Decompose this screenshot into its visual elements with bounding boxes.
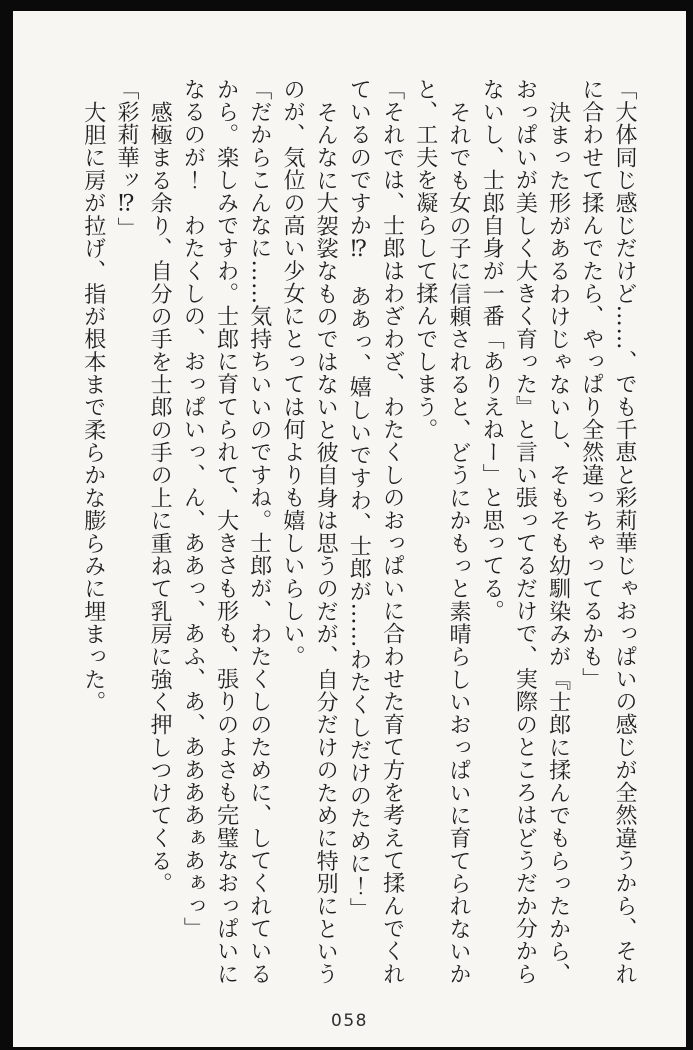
- paragraph: それでも女の子に信頼されると、どうにかもっと素晴らしいおっぱいに育てられないかと、工夫を凝らして揉んでしまう。: [412, 78, 471, 986]
- paragraph: 決まった形があるわけじゃないし、そもそも幼馴染みが『士郎に揉んでもらったから、おっぱいが美しく大きく育った』と言い張ってるだけで、実際のところはどうだか分からないし、士郎自身が一番「ありえねー」と思ってる。: [479, 78, 571, 986]
- book-page: [13, 11, 686, 1047]
- paragraph: 「それでは、士郎はわざわざ、わたくしのおっぱいに合わせた育て方を考えて揉んでくれているのですか⁉ ああっ、嬉しいですわ、士郎が……わたくしだけのために！」: [346, 78, 405, 986]
- paragraph: 「大体同じ感じだけど……、でも千恵と彩莉華じゃおっぱいの感じが全然違うから、それに合わせて揉んでたら、やっぱり全然違っちゃってるかも」: [578, 78, 637, 986]
- paragraph: 「だからこんなに……気持ちいいのですね。士郎が、わたくしのために、してくれているから。楽しみですわ。士郎に育てられて、大きさも形も、張りのよさも完璧なおっぱいになるのが！ わたくしの、おっぱいっ、ん、ああっ、あふ、あ、ああああぁあぁっ」: [180, 78, 272, 986]
- paragraph: そんなに大袈裟なものではないと彼自身は思うのだが、自分だけのために特別にというのが、気位の高い少女にとっては何よりも嬉しいらしい。: [279, 78, 339, 986]
- paragraph: 感極まる余り、自分の手を士郎の手の上に重ねて乳房に強く押しつけてくる。: [147, 100, 173, 895]
- paragraph: 大胆に房が拉げ、指が根本まで柔らかな膨らみに埋まった。: [80, 100, 106, 714]
- page-text-block: [75, 78, 641, 986]
- paragraph: 「彩莉華ッ⁉」: [113, 78, 139, 240]
- page-number: 058: [331, 1011, 368, 1031]
